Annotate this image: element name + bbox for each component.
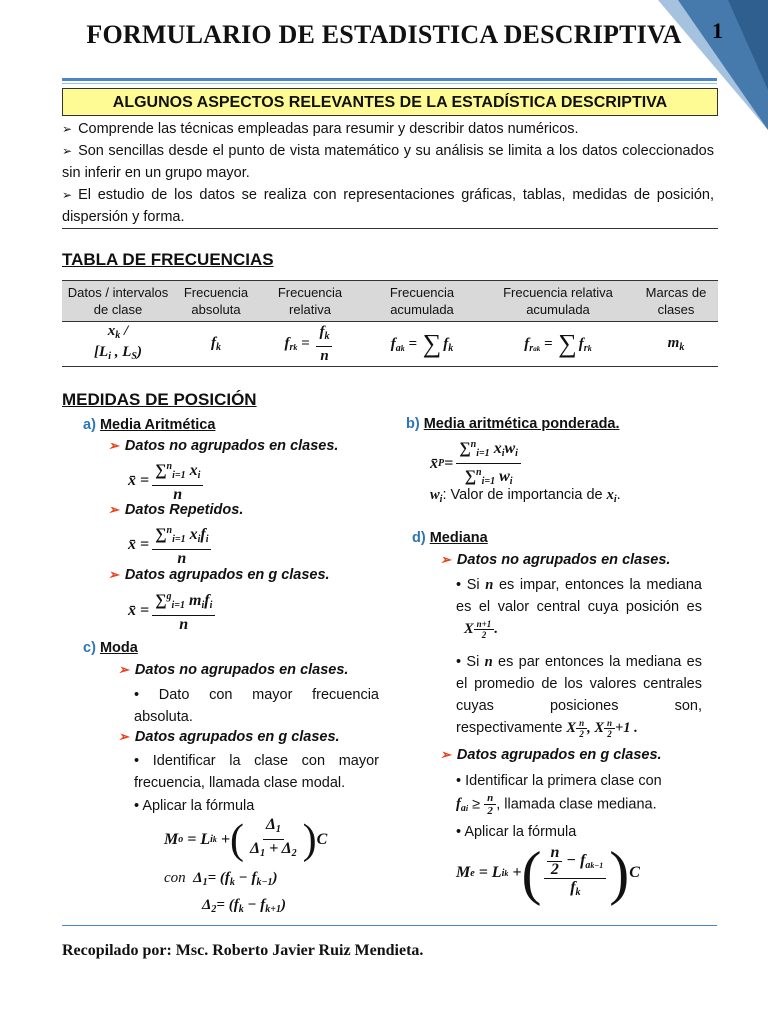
section-a-title: a) Media Aritmética <box>83 417 216 433</box>
formula-mode: M o = L ik + ( $\frac{\Delta_1}{\Delta_1 + \Delta_2}$ ) C <box>164 816 328 863</box>
title-rule <box>62 78 717 81</box>
column-header: Datos / intervalos de clase <box>62 281 174 322</box>
arrow-bullet-icon: ➢ <box>440 747 451 762</box>
frequency-table <box>62 280 718 367</box>
subheading-a3: ➢ Datos agrupados en g clases. <box>108 567 330 583</box>
page-number: 1 <box>712 18 723 43</box>
section-c-title: c) Moda <box>83 640 138 656</box>
table-row <box>62 322 718 367</box>
formula-weighted-mean: x̄ P = $\frac{\sum^n_{i=1} x_iw_i}{\sum^n_{i=1} w_i}$ <box>430 436 524 491</box>
mode-grouped-text: • Identificar la clase con mayor frecuencia, llamada clase modal. <box>134 753 379 791</box>
aspects-banner: ALGUNOS ASPECTOS RELEVANTES DE LA ESTADÍSTICA DESCRIPTIVA <box>62 88 718 116</box>
formula-median: M e = L ik + ( $\frac{n}{2}$ − $f_{ak-1}$ $f_k$ ) C <box>456 840 640 906</box>
arrow-bullet-icon: ➢ <box>118 662 129 677</box>
list-item: ➢ El estudio de los datos se realiza con representaciones gráficas, tablas, medidas de posición, dispersión y forma. <box>62 187 714 225</box>
divider <box>62 228 718 229</box>
subheading-d2: ➢ Datos agrupados en g clases. <box>440 747 662 763</box>
arrow-bullet-icon: ➢ <box>108 567 119 582</box>
formula-mean-repeated: x̄ = $\frac{\sum^n_{i=1} x_if_i}{n}$ <box>128 522 214 568</box>
weight-definition: $w_i$: Valor de importancia de $x_i$. <box>430 487 621 505</box>
formula-mk: $m_k$ <box>634 322 718 367</box>
section-b-title: b) Media aritmética ponderada. <box>406 416 620 432</box>
column-header: Frecuencia absoluta <box>174 281 258 322</box>
footer-rule <box>62 925 717 926</box>
position-heading: MEDIDAS DE POSICIÓN <box>62 390 257 409</box>
arrow-bullet-icon: ➢ <box>118 729 129 744</box>
arrow-bullet-icon: ➢ <box>108 438 119 453</box>
arrow-bullet-icon: ➢ <box>440 552 451 567</box>
table-header-row <box>62 281 718 322</box>
section-d-title: d) Mediana <box>412 530 488 546</box>
column-header: Frecuencia relativa <box>258 281 362 322</box>
arrow-bullet-icon: ➢ <box>62 122 73 136</box>
column-header: Frecuencia relativa acumulada <box>482 281 634 322</box>
subheading-a1: ➢ Datos no agrupados en clases. <box>108 438 339 454</box>
formula-fak: $f_{ak}$ = ∑ $f_k$ <box>362 322 482 367</box>
formula-mean-ungrouped: x̄ = $\frac{\sum^n_{i=1} x_i}{n}$ <box>128 458 206 504</box>
page-title: FORMULARIO DE ESTADISTICA DESCRIPTIVA <box>86 20 682 49</box>
formula-frak: $f_{rak}$ = ∑ $f_{rk}$ <box>482 322 634 367</box>
column-header: Marcas de clases <box>634 281 718 322</box>
subheading-a2: ➢ Datos Repetidos. <box>108 502 244 518</box>
subheading-c1: ➢ Datos no agrupados en clases. <box>118 662 349 678</box>
mode-formula-text: • Aplicar la fórmula <box>134 798 255 814</box>
title-rule-thin <box>62 83 717 84</box>
list-item: ➢ Son sencillas desde el punto de vista matemático y su análisis se limita a los datos coleccionados sin inferir en un grupo mayor. <box>62 143 714 181</box>
formula-mean-grouped: x̄ = $\frac{\sum^g_{i=1} m_if_i}{n}$ <box>128 588 218 634</box>
arrow-bullet-icon: ➢ <box>62 144 73 158</box>
freq-table-heading: TABLA DE FRECUENCIAS <box>62 250 274 269</box>
footer-credit: Recopilado por: Msc. Roberto Javier Ruiz Mendieta. <box>62 942 424 959</box>
median-odd-text: • Si n es impar, entonces la mediana es el valor central cuya posición es X $\frac{n+1}{2}$ . <box>456 577 702 641</box>
formula-fk: $f_k$ <box>174 322 258 367</box>
median-formula-text: • Aplicar la fórmula <box>456 824 577 840</box>
column-header: Frecuencia acumulada <box>362 281 482 322</box>
formula-frk: $f_{rk}$ = $\frac{f_k}{n}$ <box>258 322 362 367</box>
arrow-bullet-icon: ➢ <box>108 502 119 517</box>
subheading-d1: ➢ Datos no agrupados en clases. <box>440 552 671 568</box>
aspects-list <box>62 118 714 228</box>
median-even-text: • Si n es par entonces la mediana es el promedio de los valores centrales cuyas posiciones son, respectivamente X $\frac{n}{2}$ , X $\frac{n}{2}$ +1 . <box>456 654 702 740</box>
formula-mode-deltas: con $\Delta_1= (f_k - f_{k-1})$ $\Delta_2= (f_k - f_{k+1})$ <box>164 870 286 915</box>
formula-data-interval: $x_k$ / [$L_i$ , $L_S$) <box>62 322 174 367</box>
subheading-c2: ➢ Datos agrupados en g clases. <box>118 729 340 745</box>
arrow-bullet-icon: ➢ <box>62 188 73 202</box>
median-grouped-text: • Identificar la primera clase con $f_{ai}$ ≥ $\frac{n}{2}$ , llamada clase mediana. <box>456 773 662 817</box>
list-item: ➢ Comprende las técnicas empleadas para resumir y describir datos numéricos. <box>62 121 579 137</box>
mode-ungrouped-text: • Dato con mayor frecuencia absoluta. <box>134 687 380 725</box>
